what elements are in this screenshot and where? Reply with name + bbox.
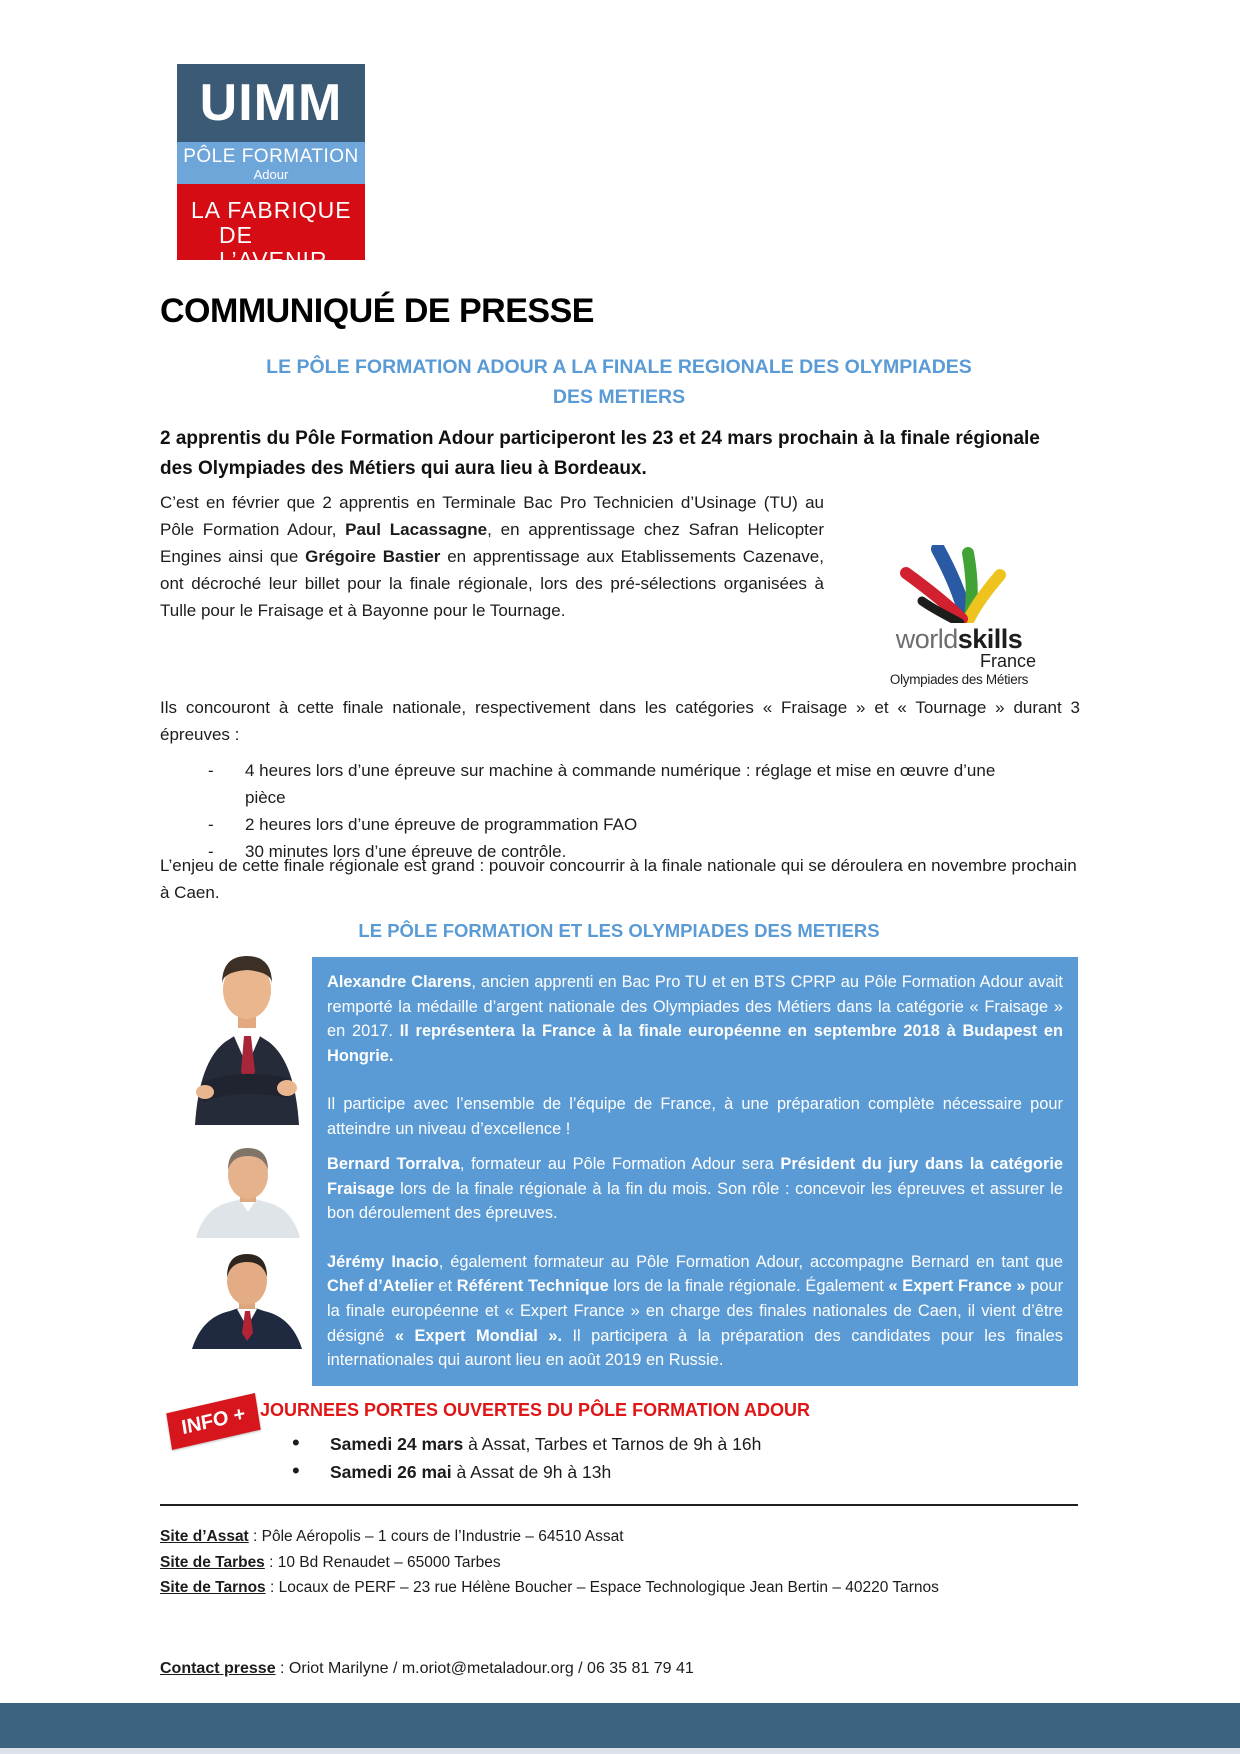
paragraph-text: C’est en février que 2 apprentis en Terminale Bac Pro Technicien d’Usinage (TU) au Pôle Formation Adour, (160, 493, 824, 539)
site-assat-line (160, 1524, 1120, 1550)
box-paragraph (327, 970, 1063, 1068)
open-day-detail: à Assat, Tarbes et Tarnos de 9h à 16h (463, 1434, 762, 1454)
list-item-text: 30 minutes lors d’une épreuve de contrôle. (245, 842, 567, 861)
site-label: Site de Tarnos (160, 1579, 266, 1596)
name-alexandre-clarens: Alexandre Clarens (327, 973, 472, 991)
box-text-bold: Président du jury dans la catégorie Fraisage (327, 1155, 1063, 1198)
box-text-bold: Référent Technique (456, 1277, 609, 1296)
list-item (208, 757, 1008, 811)
box-text-bold: Il représentera la France à la finale européenne en septembre 2018 à Budapest en Hongrie. (327, 1022, 1063, 1065)
page-title: COMMUNIQUÉ DE PRESSE (160, 292, 594, 330)
portrait-bernard-icon (186, 1142, 310, 1238)
box-paragraph (327, 1152, 1063, 1226)
site-address: : Pôle Aéropolis – 1 cours de l’Industrie – 64510 Assat (248, 1528, 624, 1545)
box-text: , formateur au Pôle Formation Adour sera (459, 1155, 781, 1173)
epreuves-list (208, 757, 1008, 865)
fabrique-line1: LA FABRIQUE (191, 197, 352, 223)
list-item-text: 2 heures lors d’une épreuve de programmation FAO (245, 815, 638, 834)
site-address: : Locaux de PERF – 23 rue Hélène Boucher – Espace Technologique Jean Bertin – 40220 Tarnos (265, 1579, 939, 1596)
name-bernard-torralva: Bernard Torralva (327, 1155, 460, 1173)
info-plus-badge: INFO + (166, 1393, 260, 1450)
paragraph-text: , en apprentissage chez Safran Helicopter Engines ainsi que (160, 520, 825, 566)
open-days-heading: JOURNEES PORTES OUVERTES DU PÔLE FORMATION ADOUR (260, 1400, 811, 1420)
footer-strip (0, 1748, 1240, 1754)
intro-paragraph: 2 apprentis du Pôle Formation Adour participeront les 23 et 24 mars prochain à la finale régionale des Olympiades des Métiers qui aura lieu à Bordeaux. (160, 428, 1040, 479)
list-item-text: 4 heures lors d’une épreuve sur machine à commande numérique : réglage et mise en œuvre d’une pièce (245, 761, 996, 807)
uimm-logo (177, 64, 365, 273)
worldskills-word: world (895, 624, 958, 654)
pole-formation-label: PÔLE FORMATION (183, 146, 359, 167)
contact-label: Contact presse (160, 1660, 276, 1677)
highlight-box-alexandre (312, 957, 1078, 1155)
worldskills-logo (876, 545, 1042, 687)
box-text: pour la finale européenne et « Expert France » en charge des finales nationales de Caen, il vient d’être désigné (327, 1277, 1064, 1345)
photo-bernard-torralva (186, 1142, 310, 1238)
photo-jeremy-inacio (184, 1249, 310, 1349)
uimm-wordmark (177, 64, 365, 142)
worldskills-skills: skills (957, 624, 1023, 654)
name-jeremy-inacio: Jérémy Inacio (327, 1252, 439, 1271)
box-text-bold: Chef d’Atelier (327, 1277, 434, 1296)
box-text: Il participera à la préparation des candidates pour les finales internationales qui auront lieu en août 2019 en Russie. (327, 1326, 1063, 1370)
photo-alexandre-clarens (175, 950, 315, 1125)
uimm-wordmark-text: UIMM (199, 74, 343, 132)
body-paragraph-2: Ils concouront à cette finale nationale, respectivement dans les catégories « Fraisage » et « Tournage » durant 3 épreuves : (160, 698, 1080, 744)
body-paragraph-1 (160, 489, 824, 624)
site-address: : 10 Bd Renaudet – 65000 Tarbes (264, 1553, 501, 1571)
fabrique-line2: DE L’AVENIR (219, 222, 328, 273)
box-text: , également formateur au Pôle Formation Adour, accompagne Bernard en tant que (438, 1252, 1063, 1271)
box-paragraph (327, 1250, 1063, 1373)
worldskills-ribbons-icon (876, 545, 1042, 623)
footer-bar (0, 1703, 1240, 1748)
fabrique-avenir-block (177, 184, 365, 273)
adour-label: Adour (253, 167, 289, 182)
worldskills-wordmark (876, 626, 1042, 652)
box-text: , ancien apprenti en Bac Pro TU et en BTS CPRP au Pôle Formation Adour avait remporté la médaille d’argent nationale des Olympiades des Métiers dans la catégorie « Fraisage » en 2017. (327, 973, 1063, 1041)
site-tarnos-line (160, 1575, 1120, 1601)
open-days-list (292, 1430, 761, 1486)
list-item (292, 1458, 761, 1486)
box-text-bold: « Expert France » (888, 1277, 1026, 1296)
footer-separator (160, 1504, 1078, 1506)
section-heading: LE PÔLE FORMATION ET LES OLYMPIADES DES METIERS (358, 920, 880, 941)
worldskills-caption: Olympiades des Métiers (889, 672, 1029, 687)
portrait-jeremy-icon (184, 1249, 310, 1349)
box-text: lors de la finale régionale à la fin du mois. Son rôle : concevoir les épreuves et assurer le bon déroulement des épreuves. (327, 1179, 1063, 1223)
open-day-date: Samedi 26 mai (330, 1462, 452, 1482)
document-subtitle-text: LE PÔLE FORMATION ADOUR A LA FINALE REGIONALE DES OLYMPIADES DES METIERS (266, 356, 972, 408)
box-text: et (433, 1277, 457, 1296)
list-item (208, 811, 1008, 838)
sites-block (160, 1524, 1120, 1601)
contact-line (160, 1660, 694, 1678)
document-subtitle (160, 352, 1078, 412)
name-gregoire-bastier: Grégoire Bastier (305, 547, 441, 566)
paragraph-text: en apprentissage aux Etablissements Cazenave, ont décroché leur billet pour la finale régionale, lors des pré-sélections organisées à Tulle pour le Fraisage et à Bayonne pour le Tournage. (160, 547, 824, 620)
body-paragraph-3: L’enjeu de cette finale régionale est grand : pouvoir concourrir à la finale nationale qui se déroulera en novembre prochain à Caen. (160, 856, 1077, 902)
worldskills-country-label: France (979, 651, 1036, 671)
list-item (292, 1430, 761, 1458)
highlight-box-formateurs (312, 1139, 1078, 1386)
contact-details: : Oriot Marilyne / m.oriot@metaladour.org / 06 35 81 79 41 (275, 1660, 694, 1677)
box-text-bold: « Expert Mondial ». (394, 1326, 562, 1345)
site-tarbes-line (160, 1550, 1120, 1576)
open-day-date: Samedi 24 mars (330, 1434, 464, 1454)
portrait-alexandre-icon (175, 950, 315, 1125)
open-day-detail: à Assat de 9h à 13h (451, 1462, 612, 1482)
name-paul-lacassagne: Paul Lacassagne (345, 520, 488, 539)
box-paragraph: Il participe avec l’ensemble de l’équipe de France, à une préparation complète nécessaire pour atteindre un niveau d’excellence ! (327, 1095, 1063, 1138)
box-text: lors de la finale régionale. Également (608, 1277, 889, 1296)
pole-formation-band (177, 142, 365, 184)
site-label: Site de Tarbes (160, 1553, 265, 1571)
site-label: Site d’Assat (160, 1528, 249, 1545)
